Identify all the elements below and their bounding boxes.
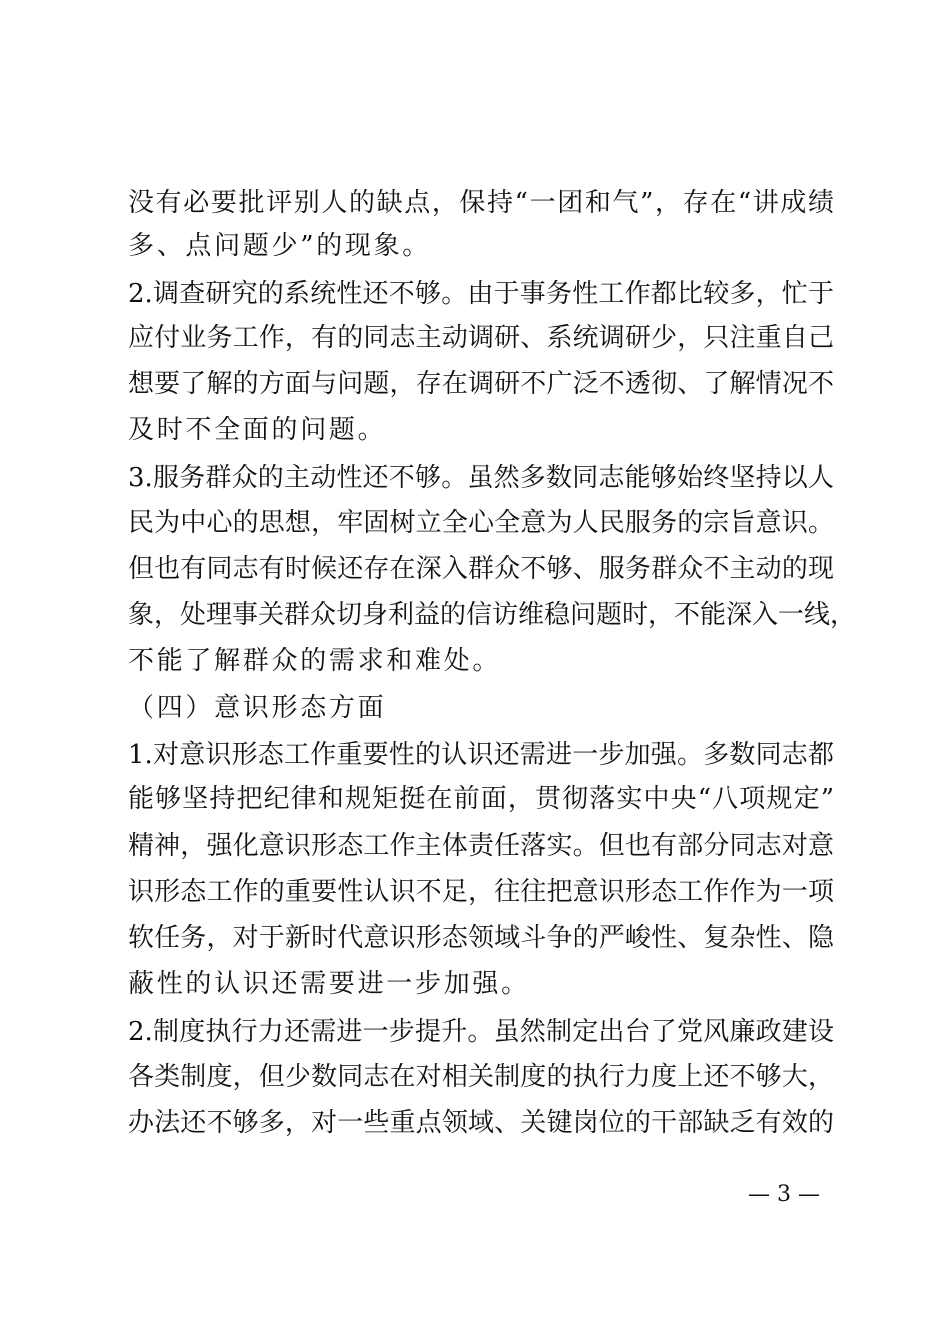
body-text-line: 1.对意识形态工作重要性的认识还需进一步加强。多数同志都: [128, 740, 834, 770]
section-heading: （四）意识形态方面: [128, 693, 387, 723]
body-text-line: 各类制度，但少数同志在对相关制度的执行力度上还不够大，: [128, 1062, 834, 1092]
body-text-line: 蔽性的认识还需要进一步加强。: [128, 969, 530, 999]
body-text-line: 想要了解的方面与问题，存在调研不广泛不透彻、了解情况不: [128, 369, 834, 399]
body-text-line: 象，处理事关群众切身利益的信访维稳问题时，不能深入一线，: [128, 600, 857, 630]
body-text-line: 办法还不够多，对一些重点领域、关键岗位的干部缺乏有效的: [128, 1108, 834, 1138]
body-text-line: 没有必要批评别人的缺点，保持“一团和气”，存在“讲成绩: [128, 188, 834, 218]
body-text-line: 民为中心的思想，牢固树立全心全意为人民服务的宗旨意识。: [128, 508, 834, 538]
body-text-line: 但也有同志有时候还存在深入群众不够、服务群众不主动的现: [128, 554, 834, 584]
body-text-line: 多、点问题少”的现象。: [128, 231, 431, 261]
body-text-line: 软任务，对于新时代意识形态领域斗争的严峻性、复杂性、隐: [128, 923, 834, 953]
body-text-line: 2.制度执行力还需进一步提升。虽然制定出台了党风廉政建设: [128, 1017, 834, 1047]
body-text-line: 能够坚持把纪律和规矩挺在前面，贯彻落实中央“八项规定”: [128, 784, 834, 814]
body-text-line: 及时不全面的问题。: [128, 415, 387, 445]
body-text-line: 不能了解群众的需求和难处。: [128, 646, 502, 676]
body-text-line: 精神，强化意识形态工作主体责任落实。但也有部分同志对意: [128, 831, 834, 861]
body-text-line: 2.调查研究的系统性还不够。由于事务性工作都比较多，忙于: [128, 279, 834, 309]
page-number: — 3 —: [748, 1182, 820, 1207]
body-text-line: 应付业务工作，有的同志主动调研、系统调研少，只注重自己: [128, 323, 834, 353]
body-text-line: 识形态工作的重要性认识不足，往往把意识形态工作作为一项: [128, 877, 834, 907]
body-text-line: 3.服务群众的主动性还不够。虽然多数同志能够始终坚持以人: [128, 463, 834, 493]
